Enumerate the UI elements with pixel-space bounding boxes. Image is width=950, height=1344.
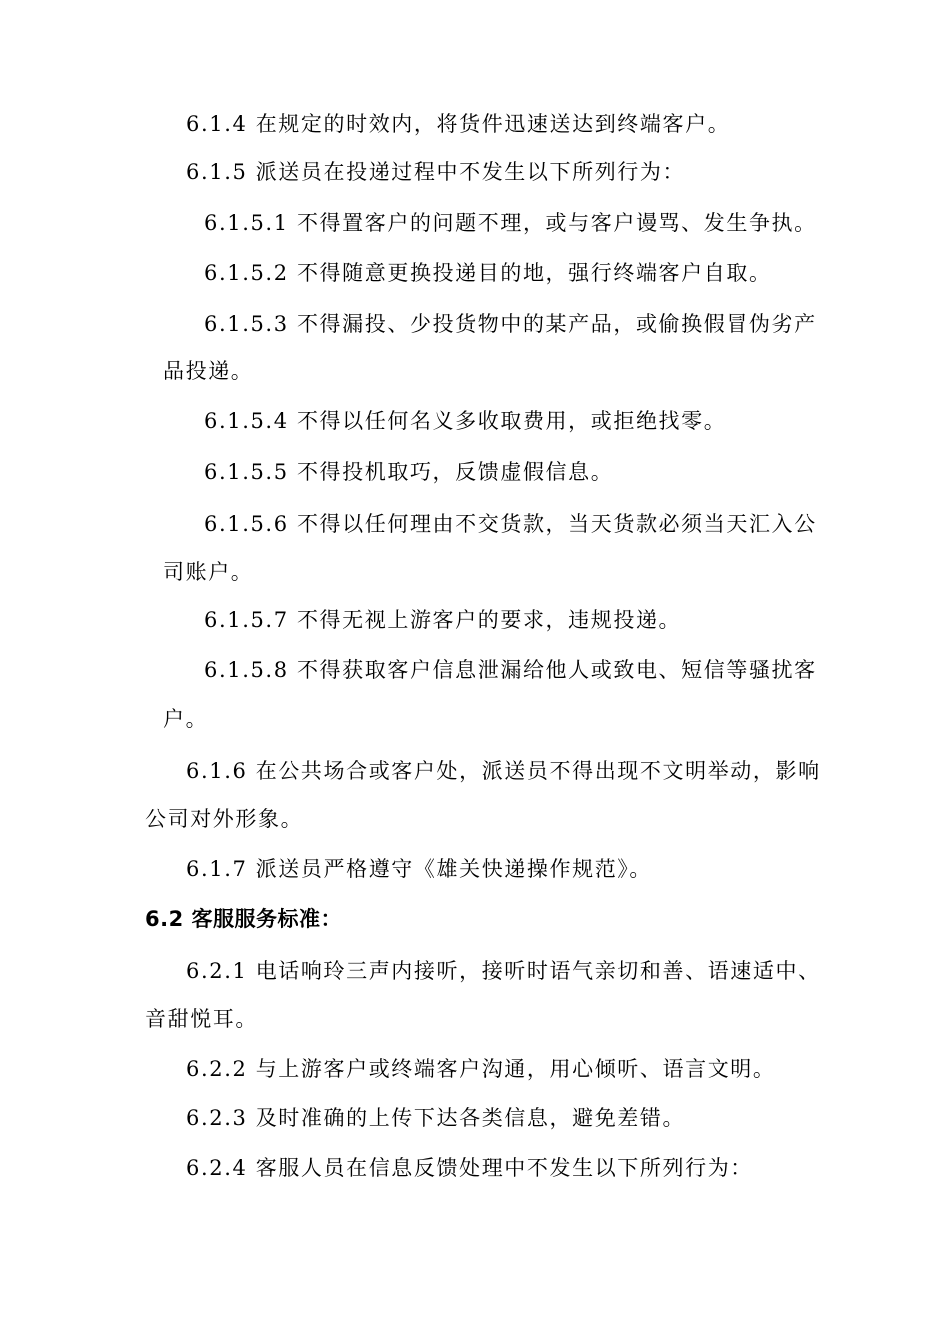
clause-6-1-5-8: 6.1.5.8 不得获取客户信息泄漏给他人或致电、短信等骚扰客 (204, 658, 817, 682)
clause-6-1-5-8-continued: 户。 (163, 707, 209, 731)
clause-6-2-4: 6.2.4 客服人员在信息反馈处理中不发生以下所列行为： (186, 1156, 753, 1180)
clause-6-1-5-4: 6.1.5.4 不得以任何名义多收取费用，或拒绝找零。 (204, 409, 727, 433)
clause-6-1-5-5: 6.1.5.5 不得投机取巧，反馈虚假信息。 (204, 460, 614, 484)
clause-6-1-5-3-continued: 品投递。 (163, 359, 254, 383)
clause-6-1-7: 6.1.7 派送员严格遵守《雄关快递操作规范》。 (186, 857, 653, 881)
clause-6-2-3: 6.2.3 及时准确的上传下达各类信息，避免差错。 (186, 1106, 686, 1130)
section-heading-6-2: 6.2 客服服务标准： (145, 907, 343, 931)
clause-6-1-5-6-continued: 司账户。 (163, 560, 254, 584)
clause-6-1-5-3: 6.1.5.3 不得漏投、少投货物中的某产品，或偷换假冒伪劣产 (204, 312, 817, 336)
clause-6-1-4: 6.1.4 在规定的时效内，将货件迅速送达到终端客户。 (186, 112, 731, 136)
clause-6-1-6: 6.1.6 在公共场合或客户处，派送员不得出现不文明举动，影响 (186, 759, 821, 783)
clause-6-2-2: 6.2.2 与上游客户或终端客户沟通，用心倾听、语言文明。 (186, 1057, 776, 1081)
clause-6-1-5-2: 6.1.5.2 不得随意更换投递目的地，强行终端客户自取。 (204, 261, 772, 285)
clause-6-1-5: 6.1.5 派送员在投递过程中不发生以下所列行为： (186, 160, 686, 184)
clause-6-2-1-continued: 音甜悦耳。 (145, 1007, 258, 1031)
clause-6-1-5-1: 6.1.5.1 不得置客户的问题不理，或与客户谩骂、发生争执。 (204, 211, 817, 235)
clause-6-1-5-7: 6.1.5.7 不得无视上游客户的要求，违规投递。 (204, 608, 682, 632)
clause-6-2-1: 6.2.1 电话响玲三声内接听，接听时语气亲切和善、语速适中、 (186, 959, 821, 983)
clause-6-1-5-6: 6.1.5.6 不得以任何理由不交货款，当天货款必须当天汇入公 (204, 512, 817, 536)
clause-6-1-6-continued: 公司对外形象。 (145, 807, 304, 831)
